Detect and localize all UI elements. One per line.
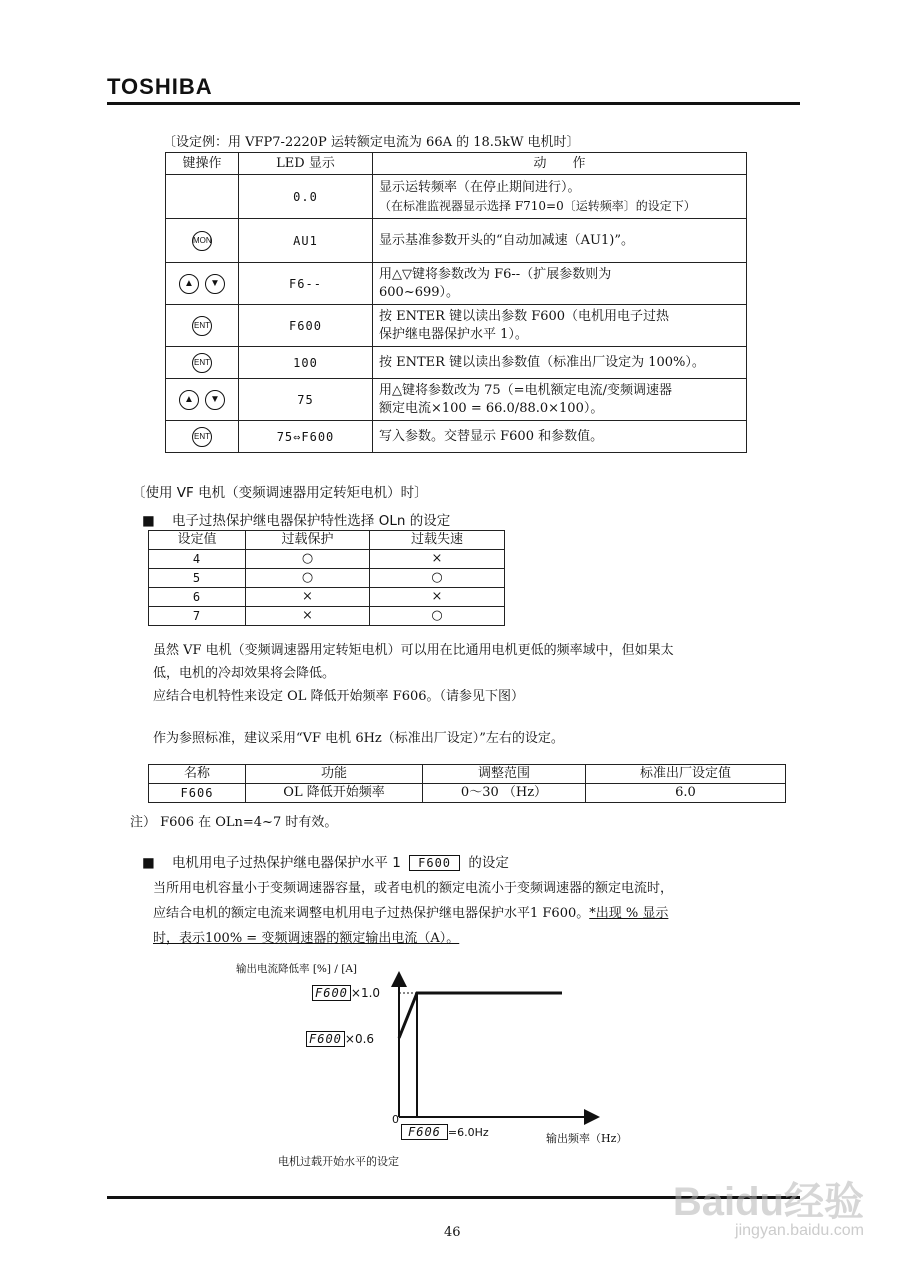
col-header: LED 显示 <box>239 153 373 175</box>
f606-value: =6.0Hz <box>447 1126 489 1139</box>
toshiba-logo: TOSHIBA <box>107 74 213 99</box>
vf-section-title: 〔使用 VF 电机（变频调速器用定转矩电机）时〕 <box>132 485 428 501</box>
key-ent-icon: ENT <box>192 316 212 336</box>
watermark-logo: Baidu经验 <box>672 1180 864 1224</box>
paragraph: 当所用电机容量小于变频调速器容量，或者电机的额定电流小于变频调速器的额定电流时， <box>153 881 674 896</box>
f600-box: F600 <box>306 1031 345 1047</box>
page-number: 46 <box>444 1225 461 1240</box>
table-cell: ○ <box>246 550 370 569</box>
col-header: 名称 <box>149 765 246 784</box>
action-line: （在标准监视器显示选择 F710=0〔运转频率〕的设定下） <box>379 198 696 213</box>
table-cell: 5 <box>149 569 246 588</box>
paragraph-text: 应结合电机的额定电流来调整电机用电子过热保护继电器保护水平1 F600。 <box>153 906 590 921</box>
key-mon-icon: MON <box>192 231 212 251</box>
col-header: 设定值 <box>149 531 246 550</box>
table-cell: 6 <box>149 588 246 607</box>
led-display-cell: 100 <box>239 347 373 379</box>
key-up-icon: ▲ <box>179 274 199 294</box>
action-line: 显示基准参数开头的“自动加减速（AU1)”。 <box>379 232 634 248</box>
table-cell: 0～30 （Hz） <box>423 784 586 803</box>
col-header: 调整范围 <box>423 765 586 784</box>
table-cell: × <box>370 550 505 569</box>
action-line: 用△▽键将参数改为 F6--（扩展参数则为 <box>379 266 612 282</box>
table-cell: 7 <box>149 607 246 626</box>
led-display-cell: 75 <box>239 379 373 421</box>
table-cell: × <box>246 607 370 626</box>
underlined-note: 时，表示100% = 变频调速器的额定输出电流（A）。 <box>153 931 460 946</box>
action-line: 显示运转频率（在停止期间进行）。 <box>379 179 581 195</box>
key-down-icon: ▼ <box>205 274 225 294</box>
key-ent-icon: ENT <box>192 353 212 373</box>
f606-note: 注） F606 在 OLn=4~7 时有效。 <box>130 815 338 830</box>
col-header: 键操作 <box>166 153 239 175</box>
action-line: 按 ENTER 键以读出参数 F600（电机用电子过热 <box>379 308 670 324</box>
bullet-icon: ■ <box>142 513 155 529</box>
level-curve <box>399 993 562 1038</box>
key-up-icon: ▲ <box>179 390 199 410</box>
paragraph: 作为参照标准，建议采用“VF 电机 6Hz（标准出厂设定）”左右的设定。 <box>153 731 564 746</box>
table-cell: ○ <box>370 569 505 588</box>
table-cell: ○ <box>370 607 505 626</box>
key-ent-icon: ENT <box>192 427 212 447</box>
action-line: 额定电流×100 = 66.0/88.0×100）。 <box>379 400 604 416</box>
col-header: 动 作 <box>373 153 747 175</box>
f600-box: F600 <box>312 985 351 1001</box>
level-high-label <box>312 986 380 1000</box>
table-cell: OL 降低开始频率 <box>246 784 423 803</box>
origin-label: 0 <box>392 1113 399 1126</box>
f600-heading-suffix: 的设定 <box>468 855 509 871</box>
col-header: 功能 <box>246 765 423 784</box>
led-display-cell: F6-- <box>239 263 373 305</box>
bullet-icon: ■ <box>142 855 155 871</box>
action-line: 600~699）。 <box>379 284 460 300</box>
example-caption: 〔设定例：用 VFP7-2220P 运转额定电流为 66A 的 18.5kW 电机时〕 <box>163 135 580 150</box>
led-display-cell: AU1 <box>239 219 373 263</box>
table-cell: × <box>370 588 505 607</box>
f606-box: F606 <box>401 1124 448 1140</box>
watermark-url: jingyan.baidu.com <box>735 1222 864 1239</box>
table-cell: 4 <box>149 550 246 569</box>
oln-heading-text: 电子过热保护继电器保护特性选择 OLn 的设定 <box>171 513 451 529</box>
level-low-value: ×0.6 <box>344 1032 375 1046</box>
led-display-cell: 75⇔F600 <box>239 421 373 453</box>
level-low-label <box>306 1032 374 1046</box>
level-high-value: ×1.0 <box>350 986 381 1000</box>
underlined-note: *出现 % 显示 <box>589 906 669 921</box>
table-cell: F606 <box>149 784 246 803</box>
f600-parameter-box: F600 <box>409 855 460 871</box>
table-cell: ○ <box>246 569 370 588</box>
action-line: 写入参数。交替显示 F600 和参数值。 <box>379 428 604 444</box>
col-header: 过载失速 <box>370 531 505 550</box>
table-cell: × <box>246 588 370 607</box>
action-line: 保护继电器保护水平 1）。 <box>379 326 528 342</box>
f606-label <box>401 1125 489 1139</box>
action-line: 用△键将参数改为 75（=电机额定电流/变频调速器 <box>379 382 672 398</box>
diagram-x-label: 输出频率（Hz） <box>546 1132 628 1145</box>
col-header: 标准出厂设定值 <box>586 765 786 784</box>
key-down-icon: ▼ <box>205 390 225 410</box>
action-line: 按 ENTER 键以读出参数值（标准出厂设定为 100%）。 <box>379 354 705 370</box>
f600-heading-text: 电机用电子过热保护继电器保护水平 1 <box>171 855 401 871</box>
paragraph: 低，电机的冷却效果将会降低。 <box>153 666 336 681</box>
diagram-caption: 电机过载开始水平的设定 <box>278 1155 399 1168</box>
col-header: 过载保护 <box>246 531 370 550</box>
paragraph: 虽然 VF 电机（变频调速器用定转矩电机）可以用在比通用电机更低的频率域中，但如果太 <box>153 643 674 658</box>
led-display-cell: 0.0 <box>239 175 373 219</box>
diagram-y-label: 输出电流降低率 [%] / [A] <box>236 963 357 975</box>
paragraph: 应结合电机特性来设定 OL 降低开始频率 F606。（请参见下图） <box>153 689 525 704</box>
table-cell: 6.0 <box>586 784 786 803</box>
led-display-cell: F600 <box>239 305 373 347</box>
